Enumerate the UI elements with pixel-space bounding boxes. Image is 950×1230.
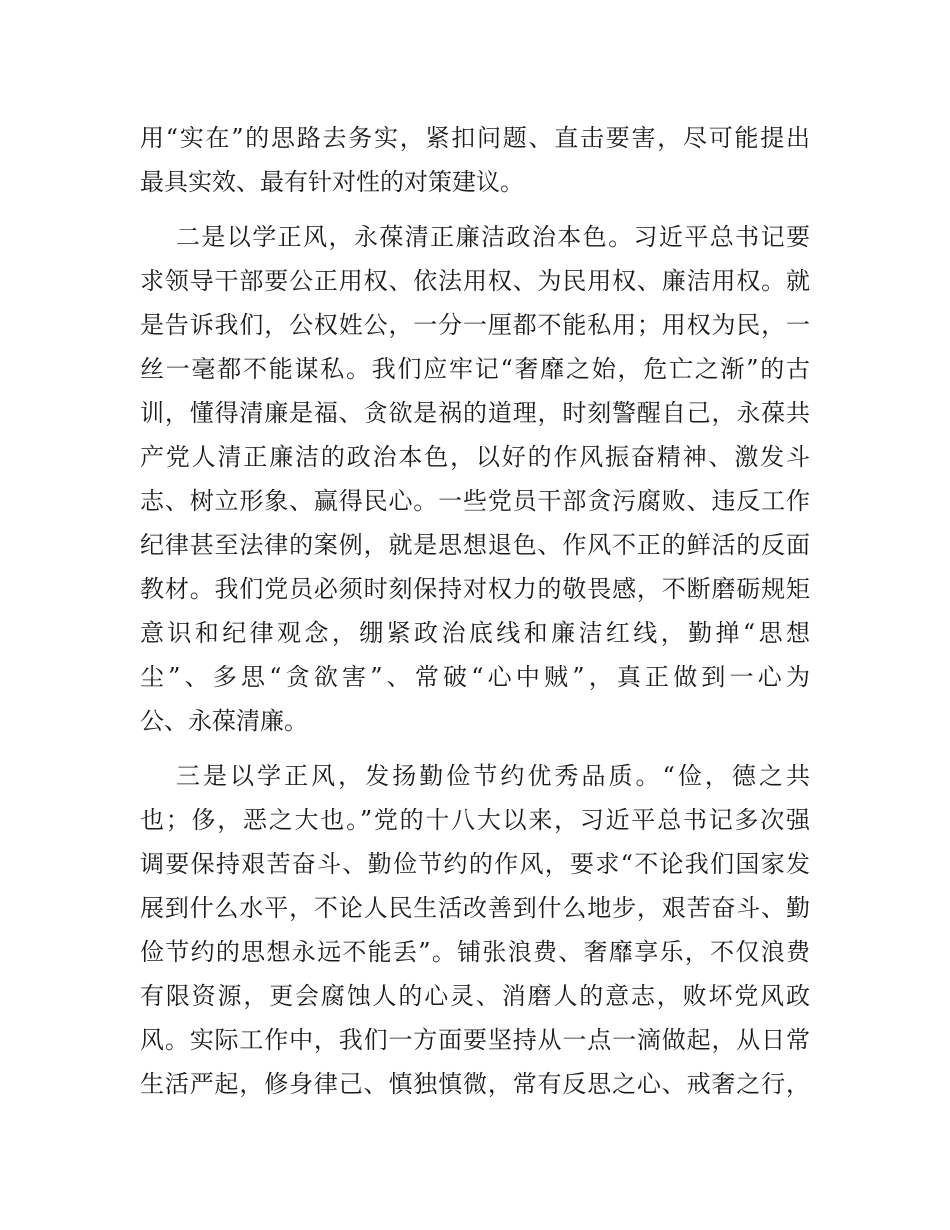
paragraph-first-line: 三是以学正风，发扬勤俭节约优秀品质。“俭，德之共 <box>176 762 810 790</box>
text-line: 丝一毫都不能谋私。我们应牢记“奢靡之始，危亡之渐”的古 <box>140 355 810 383</box>
text-line: 生活严起，修身律己、慎独慎微，常有反思之心、戒奢之行， <box>140 1070 810 1098</box>
text-line: 俭节约的思想永远不能丢”。铺张浪费、奢靡享乐，不仅浪费 <box>140 938 810 966</box>
paragraph-first-line: 二是以学正风，永葆清正廉洁政治本色。习近平总书记要 <box>176 223 810 251</box>
text-line: 调要保持艰苦奋斗、勤俭节约的作风，要求“不论我们国家发 <box>140 850 810 878</box>
text-line: 公、永葆清廉。 <box>140 707 308 735</box>
text-line: 是告诉我们，公权姓公，一分一厘都不能私用；用权为民，一 <box>140 311 810 339</box>
text-line: 也；侈，恶之大也。”党的十八大以来，习近平总书记多次强 <box>140 806 810 834</box>
text-line: 风。实际工作中，我们一方面要坚持从一点一滴做起，从日常 <box>140 1026 810 1054</box>
text-line: 产党人清正廉洁的政治本色，以好的作风振奋精神、激发斗 <box>140 443 810 471</box>
text-line: 有限资源，更会腐蚀人的心灵、消磨人的意志，败坏党风政 <box>140 982 810 1010</box>
text-line: 纪律甚至法律的案例，就是思想退色、作风不正的鲜活的反面 <box>140 531 810 559</box>
text-line: 训，懂得清廉是福、贪欲是祸的道理，时刻警醒自己，永葆共 <box>140 399 810 427</box>
text-line: 求领导干部要公正用权、依法用权、为民用权、廉洁用权。就 <box>140 267 810 295</box>
text-line: 意识和纪律观念，绷紧政治底线和廉洁红线，勤掸“思想 <box>140 619 810 647</box>
text-line: 展到什么水平，不论人民生活改善到什么地步，艰苦奋斗、勤 <box>140 894 810 922</box>
text-line: 最具实效、最有针对性的对策建议。 <box>140 168 524 196</box>
text-line: 尘”、多思“贪欲害”、常破“心中贼”，真正做到一心为 <box>140 663 810 691</box>
text-line: 教材。我们党员必须时刻保持对权力的敬畏感，不断磨砺规矩 <box>140 575 810 603</box>
text-line: 用“实在”的思路去务实，紧扣问题、直击要害，尽可能提出 <box>140 124 810 152</box>
text-line: 志、树立形象、赢得民心。一些党员干部贪污腐败、违反工作 <box>140 487 810 515</box>
